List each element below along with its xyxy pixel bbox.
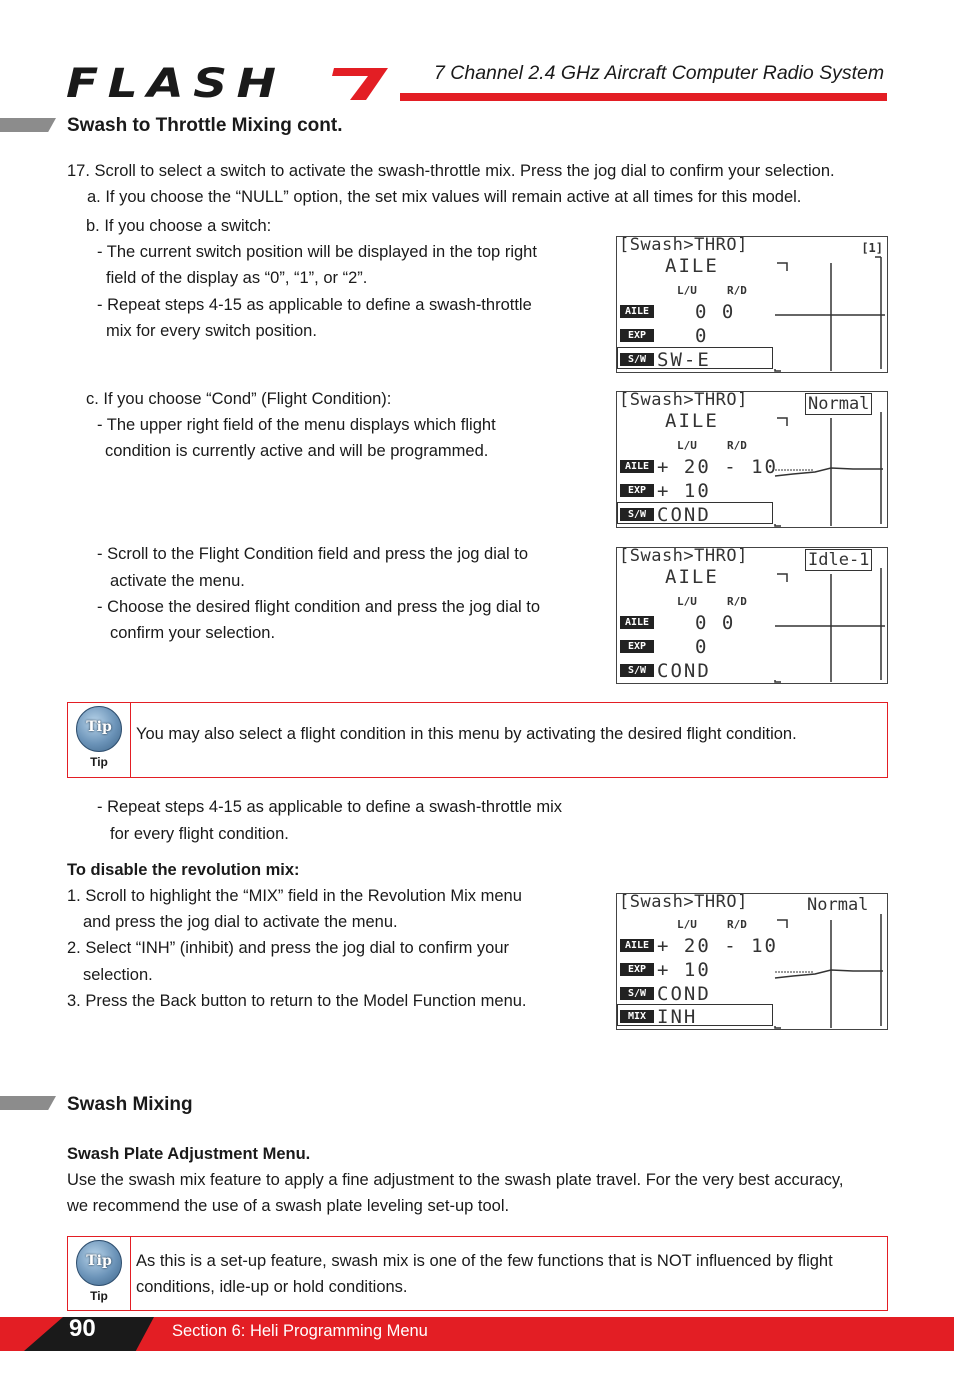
lcd-value: + 10 — [657, 959, 711, 981]
lcd-tag-exp: EXP — [620, 640, 654, 653]
tip-text-line2: conditions, idle-up or hold conditions. — [136, 1278, 408, 1296]
step-b1-line2: field of the display as “0”, “1”, or “2”. — [106, 269, 368, 287]
lcd-screen-idle — [616, 547, 888, 684]
lcd-value: 0 — [695, 636, 709, 658]
footer-section: Section 6: Heli Programming Menu — [172, 1322, 428, 1340]
lcd-condition-field: Normal — [805, 393, 872, 415]
lcd-channel: AILE — [665, 566, 719, 588]
lcd-tag-mix: MIX — [620, 1010, 654, 1023]
body-line2: we recommend the use of a swash plate leveling set-up tool. — [67, 1197, 510, 1215]
step-17: 17. Scroll to select a switch to activate the swash-throttle mix. Press the jog dial to confirm your selection. — [67, 162, 835, 180]
tip-text-line1: As this is a set-up feature, swash mix is one of the few functions that is NOT influenced by flight — [136, 1252, 833, 1270]
subheading: Swash Plate Adjustment Menu. — [67, 1145, 311, 1163]
step-c: c. If you choose “Cond” (Flight Condition): — [86, 390, 392, 408]
lcd-tag-sw: S/W — [620, 664, 654, 677]
body-line1: Use the swash mix feature to apply a fine adjustment to the swash plate travel. For the very best accuracy, — [67, 1171, 844, 1189]
lcd-value: + 10 — [657, 480, 711, 502]
lcd-value: COND — [657, 504, 711, 526]
lcd-selection-box — [617, 1004, 773, 1026]
lcd-curve-graph — [773, 406, 887, 527]
header-title: 7 Channel 2.4 GHz Aircraft Computer Radio System — [434, 62, 885, 84]
tip-box — [67, 702, 888, 778]
step-b2-line2: mix for every switch position. — [106, 322, 317, 340]
lcd-lu-label: L/U — [677, 439, 697, 452]
lcd-title: [Swash>THRO] — [619, 893, 748, 912]
lcd-lu-label: L/U — [677, 595, 697, 608]
lcd-tag-exp: EXP — [620, 963, 654, 976]
lcd-rd-label: R/D — [727, 918, 747, 931]
lcd-channel: AILE — [665, 255, 719, 277]
lcd-value: COND — [657, 983, 711, 1005]
lcd-curve-graph — [773, 251, 887, 372]
logo-text: FLASH — [66, 62, 286, 104]
lcd-tag-aile: AILE — [620, 616, 654, 629]
lcd-value: SW-E — [657, 349, 711, 371]
step-c4-line1: - Repeat steps 4-15 as applicable to define a swash-throttle mix — [97, 798, 562, 816]
section-title: Swash Mixing — [67, 1094, 193, 1115]
lcd-value: + 20 - 10 — [657, 456, 778, 478]
tip-icon-cell — [68, 1237, 131, 1310]
tip-icon: Tip — [76, 1240, 122, 1286]
section-title: Swash to Throttle Mixing cont. — [67, 115, 343, 136]
disable-heading: To disable the revolution mix: — [67, 861, 300, 879]
lcd-rd-label: R/D — [727, 595, 747, 608]
lcd-lu-label: L/U — [677, 284, 697, 297]
step-b1-line1: - The current switch position will be displayed in the top right — [97, 243, 537, 261]
lcd-tag-aile: AILE — [620, 939, 654, 952]
lcd-value: INH — [657, 1006, 698, 1028]
step-c2-line1: - Scroll to the Flight Condition field and press the jog dial to — [97, 545, 529, 563]
disable-step3: 3. Press the Back button to return to the Model Function menu. — [67, 992, 527, 1010]
lcd-tag-sw: S/W — [620, 508, 654, 521]
page-number: 90 — [69, 1315, 96, 1342]
lcd-selection-box — [617, 502, 773, 524]
lcd-screen-switch — [616, 236, 888, 373]
lcd-value: 0 0 — [695, 612, 736, 634]
lcd-rd-label: R/D — [727, 439, 747, 452]
lcd-title: [Swash>THRO] — [619, 236, 748, 255]
disable-step2-line1: 2. Select “INH” (inhibit) and press the jog dial to confirm your — [67, 939, 510, 957]
lcd-title: [Swash>THRO] — [619, 547, 748, 566]
lcd-lu-label: L/U — [677, 918, 697, 931]
step-c1-line1: - The upper right field of the menu displays which flight — [97, 416, 496, 434]
flash7-logo — [66, 62, 396, 104]
lcd-tag-sw: S/W — [620, 353, 654, 366]
step-b2-line1: - Repeat steps 4-15 as applicable to define a swash-throttle — [97, 296, 532, 314]
disable-step2-line2: selection. — [83, 966, 153, 984]
step-c4-line2: for every flight condition. — [110, 825, 289, 843]
lcd-curve-graph — [773, 562, 887, 683]
step-a: a. If you choose the “NULL” option, the set mix values will remain active at all times for this model. — [87, 188, 802, 206]
lcd-value: COND — [657, 660, 711, 682]
lcd-screen-normal — [616, 391, 888, 528]
step-b: b. If you choose a switch: — [86, 217, 272, 235]
lcd-condition-field: Normal — [807, 895, 869, 915]
section-marker — [0, 118, 56, 132]
section-marker — [0, 1096, 56, 1110]
lcd-rd-label: R/D — [727, 284, 747, 297]
lcd-title: [Swash>THRO] — [619, 391, 748, 410]
tip-icon: Tip — [76, 706, 122, 752]
disable-step1-line2: and press the jog dial to activate the menu. — [83, 913, 398, 931]
lcd-switch-position: [1] — [861, 241, 883, 255]
step-c3-line1: - Choose the desired flight condition and press the jog dial to — [97, 598, 541, 616]
lcd-value: 0 — [695, 325, 709, 347]
lcd-tag-exp: EXP — [620, 484, 654, 497]
step-c1-line2: condition is currently active and will be programmed. — [105, 442, 489, 460]
lcd-selection-box — [617, 347, 773, 369]
tip-icon-cell — [68, 703, 131, 777]
lcd-tag-aile: AILE — [620, 305, 654, 318]
lcd-tag-sw: S/W — [620, 987, 654, 1000]
tip-text: You may also select a flight condition in this menu by activating the desired flight condition. — [136, 725, 797, 743]
lcd-value: + 20 - 10 — [657, 935, 778, 957]
tip-label: Tip — [90, 1289, 108, 1303]
lcd-tag-aile: AILE — [620, 460, 654, 473]
step-c3-line2: confirm your selection. — [110, 624, 276, 642]
lcd-tag-exp: EXP — [620, 329, 654, 342]
lcd-condition-field: Idle-1 — [805, 549, 872, 571]
logo-seven — [332, 68, 388, 100]
lcd-channel: AILE — [665, 410, 719, 432]
step-c2-line2: activate the menu. — [110, 572, 245, 590]
lcd-value: 0 0 — [695, 301, 736, 323]
tip-box — [67, 1236, 888, 1311]
header-rule — [400, 93, 887, 101]
lcd-curve-graph — [773, 908, 887, 1029]
lcd-screen-mix-inh — [616, 893, 888, 1030]
disable-step1-line1: 1. Scroll to highlight the “MIX” field in the Revolution Mix menu — [67, 887, 522, 905]
tip-label: Tip — [90, 755, 108, 769]
